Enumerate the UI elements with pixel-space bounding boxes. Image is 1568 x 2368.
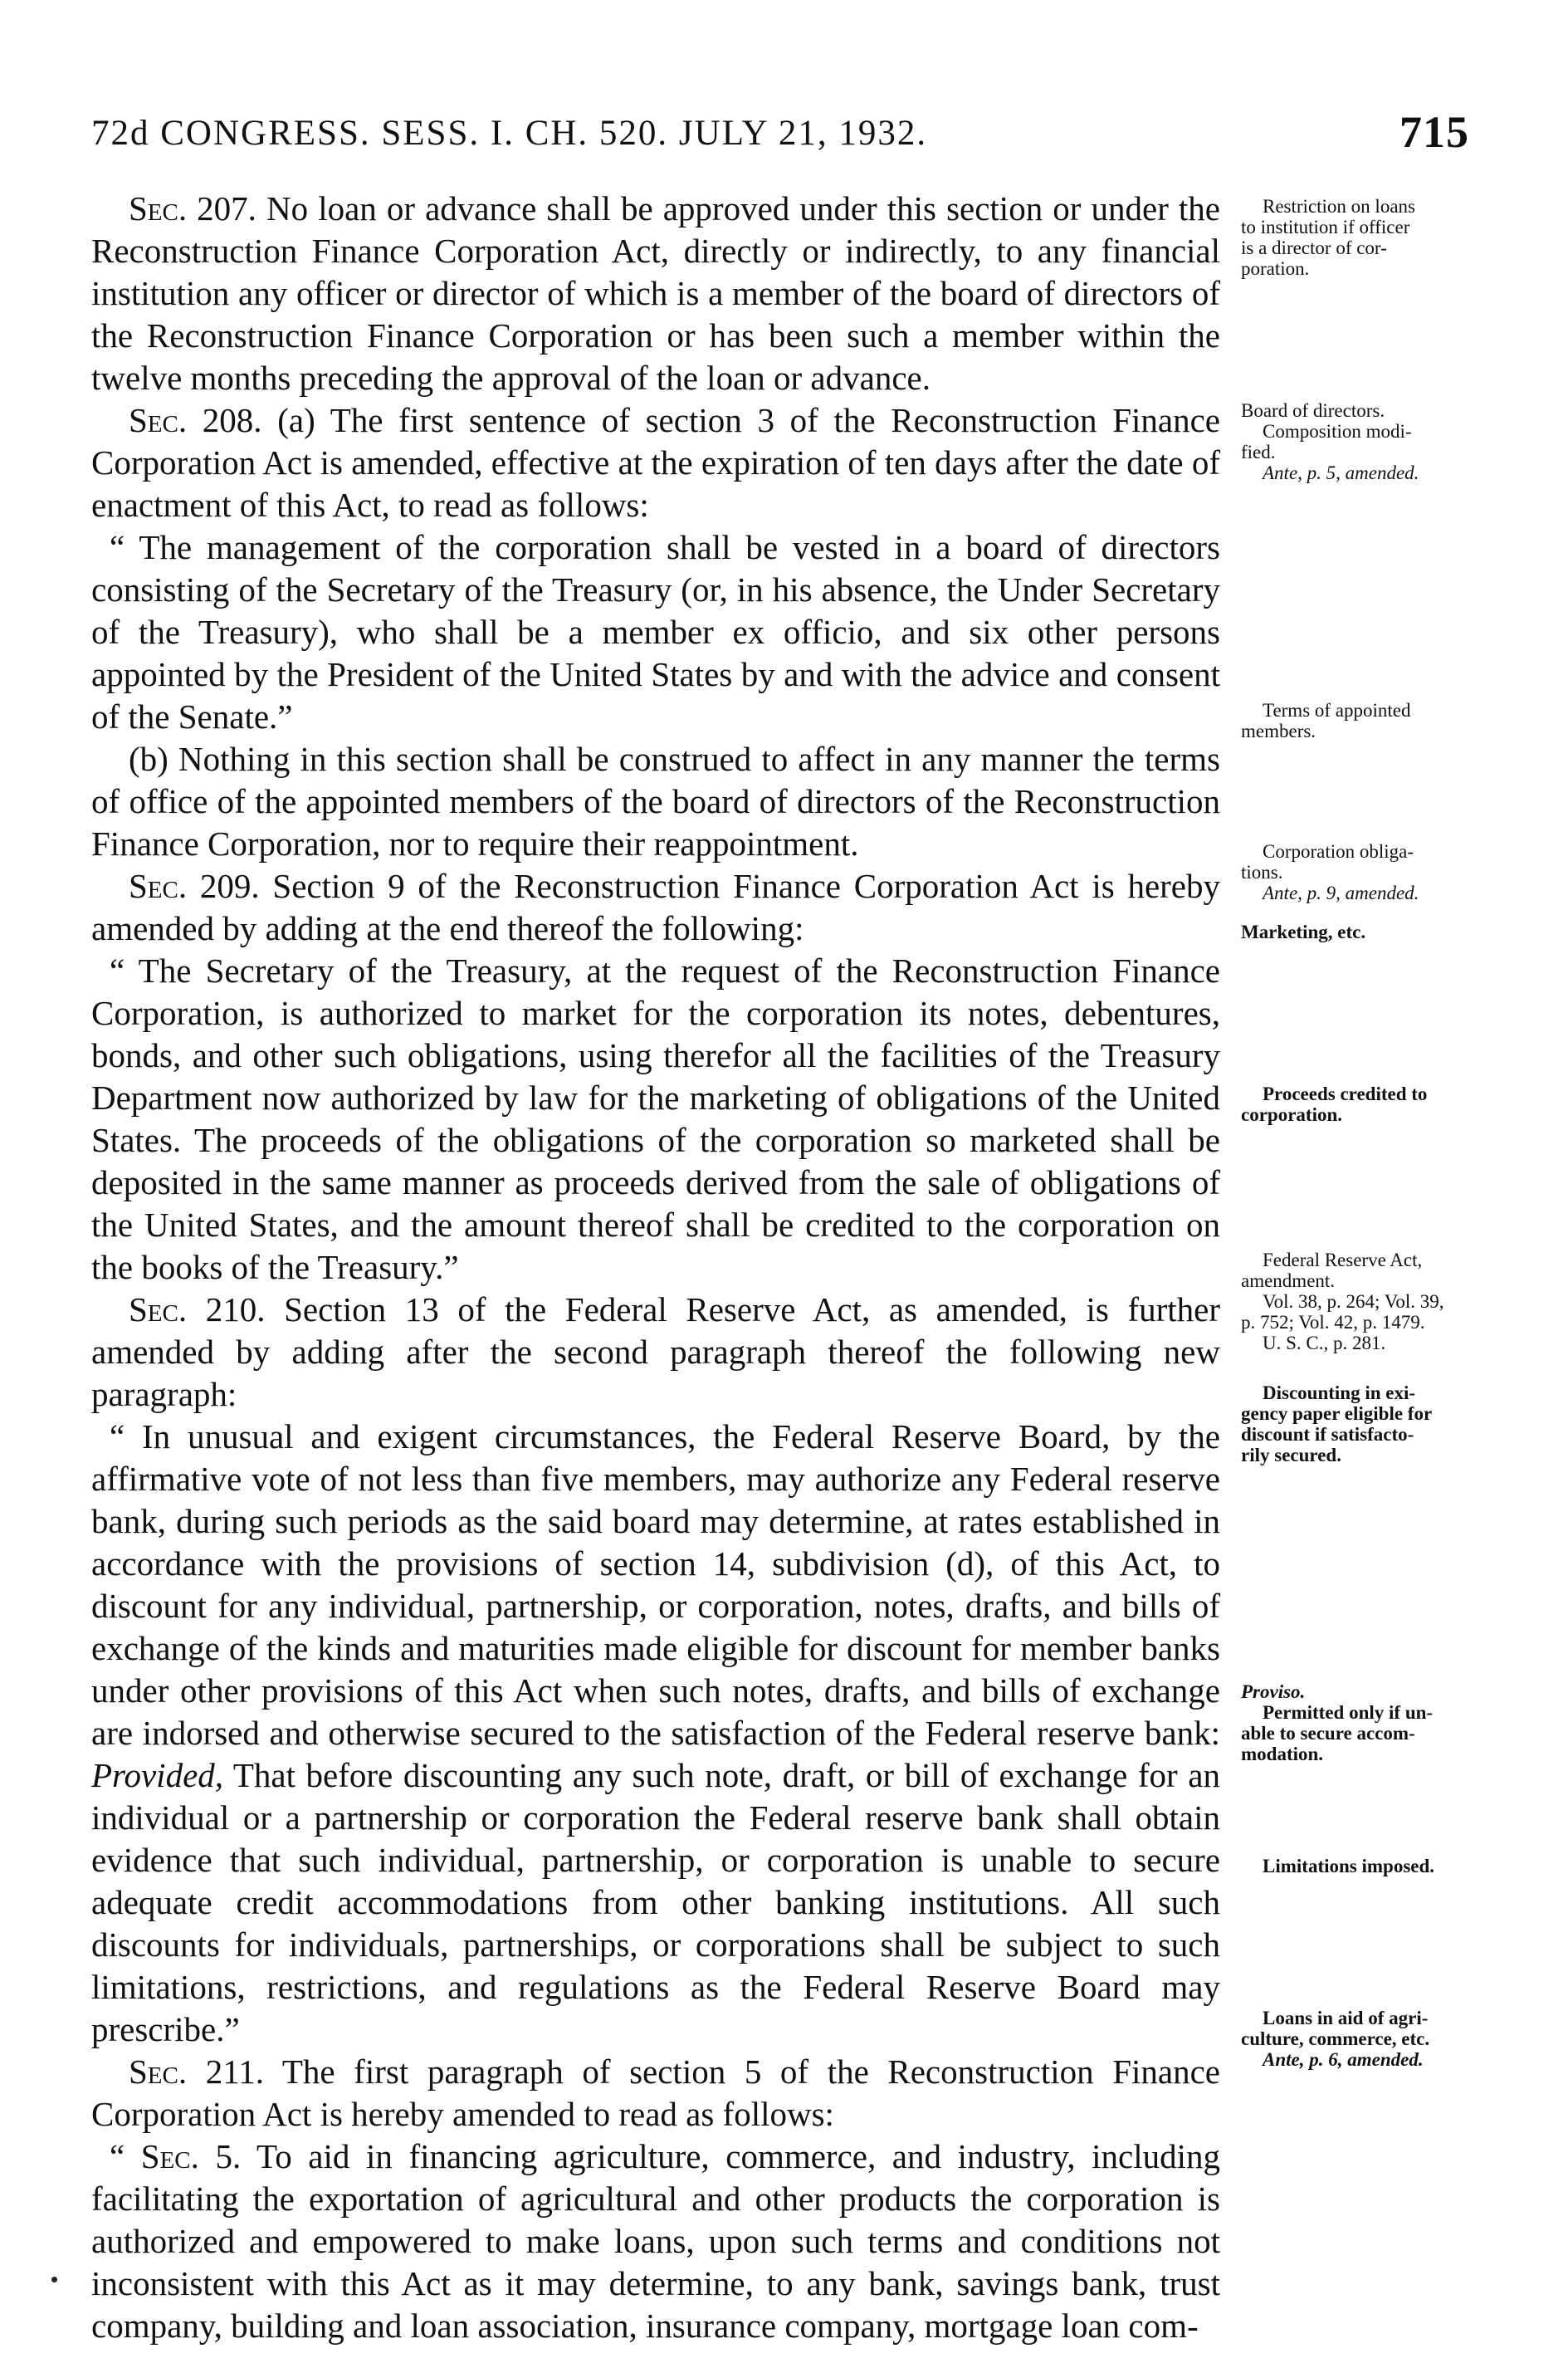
quote-label: “ Sec. 5. [110, 2137, 242, 2175]
margin-ref: Ante, p. 5, amended. [1263, 462, 1419, 483]
section-208-quote: “ The management of the corporation shall be vested in a board of directors consisting of the Secretary of the Treasury (or, in his absence, the Under Secretary of the Treasury), who shall be a member ex officio, and six other persons appointed by the President of the United States by and with the advice and consent of the Senate.” [91, 528, 1220, 736]
margin-note-terms [1241, 700, 1490, 741]
section-207 [91, 188, 1220, 399]
margin-line: poration. [1241, 258, 1310, 279]
margin-line: Discounting in exi- [1263, 1382, 1416, 1403]
margin-line: culture, commerce, etc. [1241, 2028, 1430, 2049]
margin-line: Permitted only if un- [1263, 1702, 1434, 1723]
margin-line: Terms of appointed [1263, 700, 1411, 721]
margin-note-marketing [1241, 922, 1490, 942]
section-label: Sec. 210. [129, 1290, 266, 1328]
section-text: No loan or advance shall be approved under this section or under the Reconstruction Finance Corporation Act, directly or indirectly, to any financial institution any officer or director of which is a member of the board of directors of the Reconstruction Finance Corporation or has been such a member within the twelve months preceding the approval of the loan or advance. [91, 189, 1221, 397]
margin-line: fied. [1241, 442, 1276, 462]
section-text: Section 9 of the Reconstruction Finance Corporation Act is hereby amended by adding at the end thereof the following: [91, 867, 1221, 947]
section-label: Sec. 211. [129, 2052, 264, 2091]
margin-line: members. [1241, 721, 1316, 741]
margin-ref: Ante, p. 9, amended. [1263, 883, 1419, 903]
section-label: Sec. 208. [129, 401, 262, 439]
margin-line: Proceeds credited to [1263, 1084, 1428, 1104]
margin-line: Corporation obliga- [1263, 841, 1414, 862]
margin-note-obligations [1241, 841, 1490, 903]
margin-note-limitations [1241, 1856, 1490, 1876]
section-208 [91, 399, 1220, 526]
margin-line: Federal Reserve Act, [1263, 1250, 1423, 1270]
section-label: Sec. 209. [129, 867, 260, 905]
body-text [91, 188, 1220, 2347]
margin-ref: Vol. 38, p. 264; Vol. 39, [1263, 1291, 1444, 1312]
margin-note-frb [1241, 1250, 1490, 1353]
margin-line: Limitations imposed. [1263, 1856, 1435, 1876]
margin-line: able to secure accom- [1241, 1723, 1415, 1744]
margin-line: gency paper eligible for [1241, 1403, 1433, 1424]
section-210-quote [91, 1416, 1220, 2051]
margin-line: Loans in aid of agri- [1263, 2008, 1429, 2028]
margin-note-proviso [1241, 1681, 1490, 1764]
running-head: 72d CONGRESS. SESS. I. CH. 520. JULY 21, 1932. [91, 114, 928, 153]
stray-dot-mark [51, 2277, 57, 2282]
page-number: 715 [1399, 107, 1469, 157]
margin-line: tions. [1241, 862, 1283, 883]
section-209-quote: “ The Secretary of the Treasury, at the request of the Reconstruction Finance Corporation, is authorized to market for the corporation its notes, debentures, bonds, and other such obligations, using therefor all the facilities of the Treasury Department now authorized by law for the marketing of obligations of the United States. The proceeds of the obligations of the corporation so marketed shall be deposited in the same manner as proceeds derived from the sale of obligations of the United States, and the amount thereof shall be credited to the corporation on the books of the Treasury.” [91, 952, 1220, 1286]
section-text: (a) The first sentence of section 3 of the Reconstruction Finance Corporation Act is amended, effective at the expiration of ten days after the date of enactment of this Act, to read as follows: [91, 401, 1220, 524]
section-text: Section 13 of the Federal Reserve Act, as amended, is further amended by adding after the second paragraph thereof the following new paragraph: [91, 1290, 1220, 1413]
margin-line: Marketing, etc. [1241, 922, 1366, 942]
margin-ref: p. 752; Vol. 42, p. 1479. [1241, 1312, 1425, 1333]
margin-note-discounting [1241, 1382, 1490, 1465]
quote-text: “ In unusual and exigent circumstances, the Federal Reserve Board, by the affirmative vote of not less than five members, may authorize any Federal reserve bank, during such periods as the said board may determine, at rates established in accordance with the provisions of section 14, subdivision (d), of this Act, to discount for any individual, partnership, or corporation, notes, drafts, and bills of exchange of the kinds and maturities made eligible for discount for member banks under other provisions of this Act when such notes, drafts, and bills of exchange are indorsed and otherwise secured to the satisfaction of the Federal reserve bank: [91, 1417, 1220, 1752]
margin-line: modation. [1241, 1744, 1324, 1764]
margin-ref: U. S. C., p. 281. [1263, 1333, 1386, 1353]
margin-line: Composition modi- [1263, 421, 1412, 442]
page-header [91, 106, 1469, 164]
margin-line: corporation. [1241, 1104, 1343, 1125]
margin-note-restriction [1241, 196, 1490, 279]
margin-line: is a director of cor- [1241, 237, 1387, 258]
provided-italic: Provided, [91, 1756, 224, 1794]
margin-note-board [1241, 400, 1490, 483]
margin-line: to institution if officer [1241, 217, 1410, 237]
section-208-b: (b) Nothing in this section shall be construed to affect in any manner the terms of office of the appointed members of the board of directors of the Reconstruction Finance Corporation, nor to require their reappointment. [91, 740, 1220, 863]
margin-line: discount if satisfacto- [1241, 1424, 1414, 1445]
section-211-quote [91, 2136, 1220, 2347]
margin-line: Restriction on loans [1263, 196, 1415, 217]
section-text: The first paragraph of section 5 of the Reconstruction Finance Corporation Act is hereby amended to read as follows: [91, 2052, 1221, 2133]
margin-line: amendment. [1241, 1270, 1336, 1291]
section-211 [91, 2051, 1220, 2136]
section-209 [91, 865, 1220, 950]
margin-line: Proviso. [1241, 1681, 1306, 1702]
margin-line: Board of directors. [1241, 400, 1385, 421]
margin-note-loans [1241, 2008, 1490, 2070]
quote-text: To aid in financing agriculture, commerce, and industry, including facilitating the exportation of agricultural and other products the corporation is authorized and empowered to make loans, upon such terms and conditions not inconsistent with this Act as it may determine, to any bank, savings bank, trust company, building and loan association, insurance company, mortgage loan com- [91, 2137, 1220, 2345]
margin-line: rily secured. [1241, 1445, 1341, 1465]
section-210 [91, 1289, 1220, 1416]
section-label: Sec. 207. [129, 189, 256, 228]
margin-ref: Ante, p. 6, amended. [1263, 2049, 1424, 2070]
margin-note-proceeds [1241, 1084, 1490, 1125]
quote-text: That before discounting any such note, draft, or bill of exchange for an individual or a partnership or corporation the Federal reserve bank shall obtain evidence that such individual, partnership, or corporation is unable to secure adequate credit accommodations from other banking institutions. All such discounts for individuals, partnerships, or corporations shall be subject to such limitations, restrictions, and regulations as the Federal Reserve Board may prescribe.” [91, 1756, 1220, 2048]
